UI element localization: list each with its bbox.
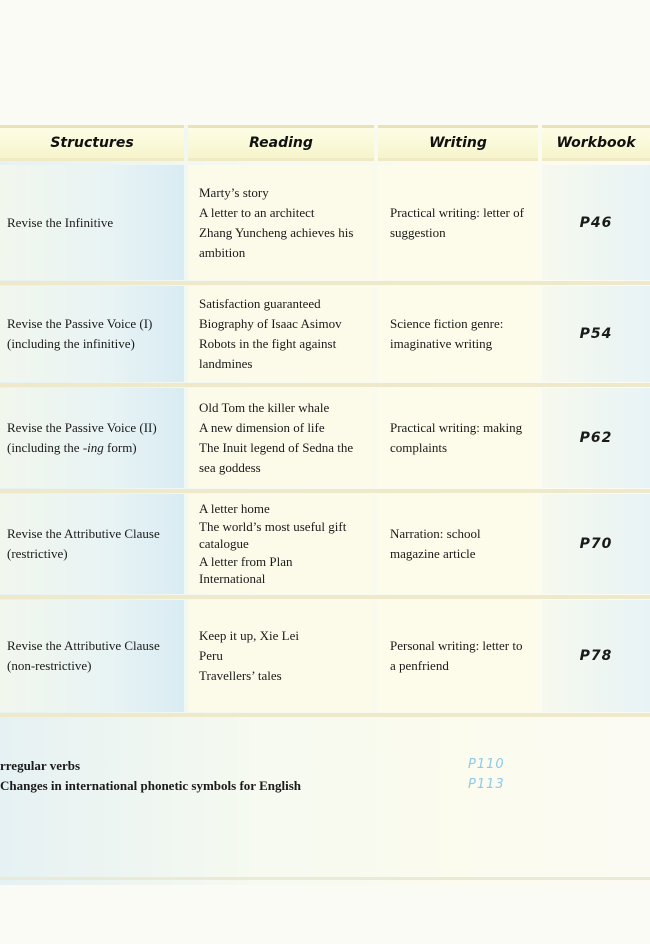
writing-line: Personal writing: letter to — [390, 638, 523, 653]
structures-line: (including the -ing form) — [7, 440, 137, 455]
header-writing: Writing — [378, 125, 538, 161]
structures-line: Revise the Infinitive — [7, 214, 114, 230]
row-1-structures — [0, 165, 184, 280]
header-structures: Structures — [0, 125, 184, 161]
row-5-writing — [378, 600, 538, 712]
reading-line: A letter from Plan — [199, 553, 293, 569]
row-2-structures — [0, 286, 184, 382]
reading-line: International — [199, 571, 266, 587]
structures-line: (restrictive) — [7, 546, 68, 561]
reading-line: Biography of Isaac Asimov — [199, 316, 342, 331]
reading-line: Peru — [199, 648, 223, 663]
writing-line: Narration: school — [390, 526, 481, 541]
row-4-structures — [0, 494, 184, 594]
writing-line: magazine article — [390, 546, 476, 561]
row-1-writing — [378, 165, 538, 280]
reading-line: Keep it up, Xie Lei — [199, 628, 299, 643]
reading-line: A new dimension of life — [199, 420, 325, 435]
band-divider — [0, 877, 650, 880]
row-2-writing — [378, 286, 538, 382]
reading-line: A letter to an architect — [199, 204, 315, 220]
row-4-writing — [378, 494, 538, 594]
structures-line: Revise the Passive Voice (I) — [7, 316, 153, 331]
reading-line: Marty’s story — [199, 184, 269, 200]
row-divider — [0, 595, 650, 599]
structures-line: Revise the Attributive Clause — [7, 526, 160, 541]
reading-line: Old Tom the killer whale — [199, 400, 330, 415]
reading-line: catalogue — [199, 536, 249, 552]
header-workbook: Workbook — [542, 125, 650, 161]
writing-line: Science fiction genre: — [390, 316, 504, 331]
row-4-reading — [188, 494, 374, 594]
row-5-structures — [0, 600, 184, 712]
reading-line: Satisfaction guaranteed — [199, 296, 321, 311]
reading-line: landmines — [199, 356, 253, 371]
row-3-writing — [378, 388, 538, 488]
reading-line: The Inuit legend of Sedna the — [199, 440, 354, 455]
row-3-structures — [0, 388, 184, 488]
structures-line: (including the infinitive) — [7, 336, 135, 351]
header-reading: Reading — [188, 125, 374, 161]
footer-item-phonetic-symbols: Changes in international phonetic symbols for English — [0, 778, 301, 793]
reading-line: ambition — [199, 244, 246, 260]
row-divider — [0, 489, 650, 493]
reading-line: Robots in the fight against — [199, 336, 337, 351]
row-4-workbook-page: P70 — [542, 494, 650, 594]
row-2-reading — [188, 286, 374, 382]
structures-line: Revise the Attributive Clause — [7, 638, 160, 653]
reading-line: sea goddess — [199, 460, 261, 475]
structures-line: (non-restrictive) — [7, 658, 92, 673]
row-5-reading — [188, 600, 374, 712]
row-1-reading — [188, 165, 374, 280]
row-divider — [0, 383, 650, 387]
row-divider — [0, 281, 650, 285]
writing-line: Practical writing: making — [390, 420, 523, 435]
writing-line: imaginative writing — [390, 336, 493, 351]
writing-line: a penfriend — [390, 658, 449, 673]
writing-line: complaints — [390, 440, 448, 455]
footer-page-irregular-verbs: P110 — [468, 757, 505, 772]
row-3-reading — [188, 388, 374, 488]
reading-line: Zhang Yuncheng achieves his — [199, 224, 354, 240]
structures-line: Revise the Passive Voice (II) — [7, 420, 157, 435]
row-divider — [0, 713, 650, 717]
row-5-workbook-page: P78 — [542, 600, 650, 712]
reading-line: A letter home — [199, 501, 270, 517]
writing-line: Practical writing: letter of — [390, 204, 524, 220]
reading-line: Travellers’ tales — [199, 668, 282, 683]
row-1-workbook-page: P46 — [542, 165, 650, 280]
row-3-workbook-page: P62 — [542, 388, 650, 488]
reading-line: The world’s most useful gift — [199, 518, 347, 534]
row-2-workbook-page: P54 — [542, 286, 650, 382]
footer-page-phonetic-symbols: P113 — [468, 777, 505, 792]
footer-item-irregular-verbs: rregular verbs — [0, 758, 81, 773]
writing-line: suggestion — [390, 224, 446, 240]
